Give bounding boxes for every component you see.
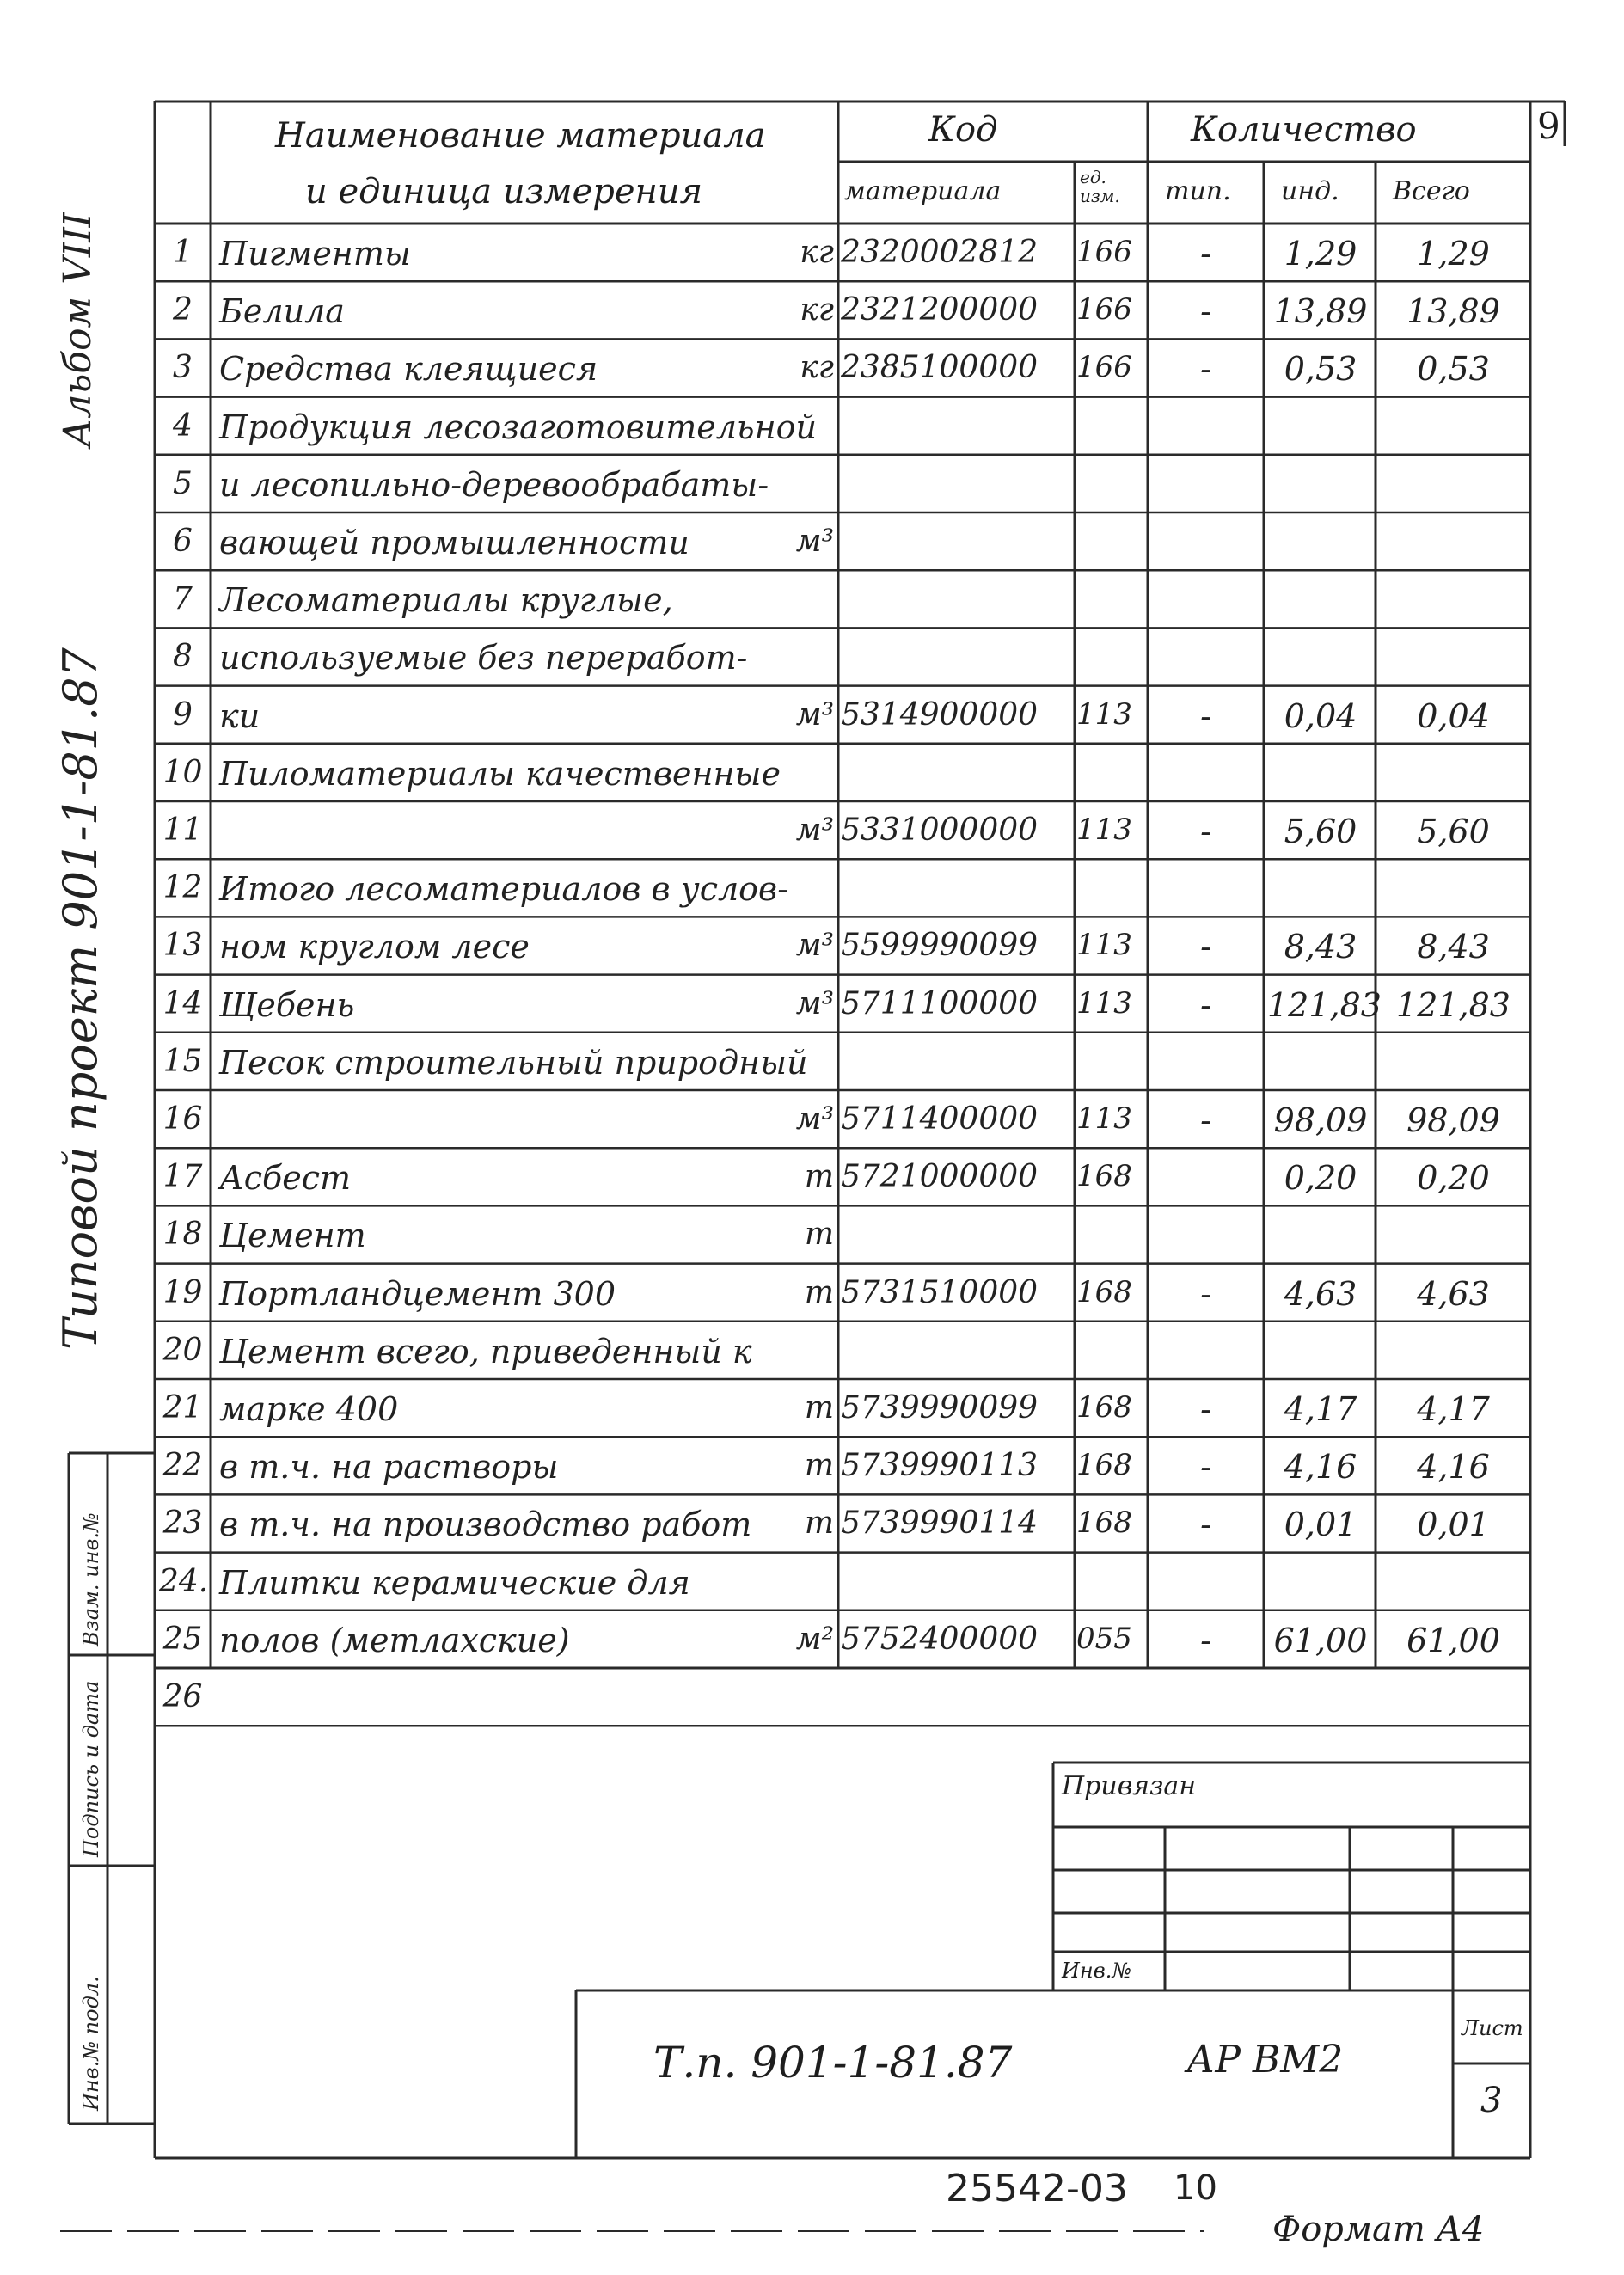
- header-qty-total: Всего: [1393, 176, 1470, 206]
- cell-name: в т.ч. на растворы: [219, 1448, 559, 1487]
- cell-ind: 98,09: [1273, 1101, 1368, 1139]
- cell-typ: -: [1200, 1101, 1211, 1139]
- cell-n: 21: [162, 1390, 203, 1426]
- cell-unit: т: [804, 1274, 834, 1310]
- cell-n: 24.: [159, 1563, 209, 1599]
- cell-typ: -: [1200, 1448, 1211, 1487]
- cell-ind: 0,53: [1284, 350, 1357, 389]
- cell-unit: кг: [800, 292, 834, 328]
- stamp-designation: Т.п. 901-1-81.87: [653, 2038, 1013, 2088]
- cell-name: и лесопильно-деревообрабаты-: [219, 465, 769, 504]
- cell-unit: м³: [795, 524, 834, 559]
- cell-code: 2321200000: [841, 292, 1039, 328]
- cell-total: 0,20: [1417, 1159, 1490, 1198]
- cell-total: 0,53: [1417, 350, 1490, 389]
- stamp-section: АР ВМ2: [1186, 2038, 1344, 2082]
- cell-typ: -: [1200, 1390, 1211, 1428]
- cell-typ: -: [1200, 928, 1211, 966]
- cell-code: 5711100000: [841, 985, 1039, 1021]
- cell-ed: 168: [1076, 1448, 1132, 1483]
- cell-name: Лесоматериалы круглые,: [219, 581, 673, 620]
- stamp-sheet-label: Лист: [1462, 2016, 1523, 2040]
- cell-n: 4: [173, 408, 193, 444]
- cell-n: 25: [162, 1621, 203, 1657]
- header-qty-typ: тип.: [1165, 176, 1231, 206]
- cell-n: 9: [173, 696, 193, 733]
- header-qty-ind: инд.: [1281, 176, 1339, 206]
- cell-n: 15: [162, 1043, 203, 1079]
- cell-unit: кг: [800, 350, 834, 386]
- cell-code: 5739990099: [841, 1390, 1039, 1426]
- cell-name: Песок строительный природный: [219, 1043, 808, 1082]
- cell-typ: -: [1200, 1505, 1211, 1544]
- sheet-number: 9: [1537, 105, 1560, 147]
- cell-ind: 0,01: [1284, 1505, 1357, 1544]
- cell-total: 8,43: [1417, 928, 1490, 966]
- cell-name: Средства клеящиеся: [219, 350, 598, 389]
- cell-ind: 1,29: [1284, 235, 1357, 273]
- cell-ind: 4,16: [1284, 1448, 1357, 1487]
- cell-name: Портландцемент 300: [219, 1274, 616, 1313]
- cell-ed: 168: [1076, 1274, 1132, 1309]
- cell-ind: 4,63: [1284, 1274, 1357, 1313]
- cell-name: ки: [219, 696, 260, 735]
- cell-total: 1,29: [1417, 235, 1490, 273]
- cell-n: 14: [162, 985, 203, 1021]
- cell-total: 0,04: [1417, 696, 1490, 735]
- cell-unit: м³: [795, 985, 834, 1021]
- cell-n: 17: [162, 1159, 203, 1195]
- cell-n: 13: [162, 928, 203, 964]
- cell-n: 1: [173, 235, 193, 270]
- cell-total: 4,63: [1417, 1274, 1490, 1313]
- cell-unit: т: [804, 1505, 834, 1542]
- cell-ed: 168: [1076, 1159, 1132, 1194]
- cell-typ: -: [1200, 696, 1211, 735]
- header-name-line2: и единица измерения: [305, 172, 703, 212]
- stamp-sign-label: Подпись и дата: [79, 1680, 103, 1857]
- cell-name: ном круглом лесе: [219, 928, 530, 966]
- cell-n: 6: [173, 524, 193, 559]
- cell-total: 121,83: [1396, 985, 1511, 1024]
- footer-page: 10: [1174, 2168, 1217, 2208]
- album-label: Альбом VIII: [56, 212, 100, 447]
- cell-name: Пигменты: [219, 235, 411, 273]
- cell-ed: 166: [1076, 292, 1132, 328]
- cell-unit: т: [804, 1390, 834, 1426]
- cell-n: 2: [173, 292, 193, 328]
- cell-typ: -: [1200, 985, 1211, 1024]
- cell-ed: 168: [1076, 1390, 1132, 1425]
- stamp-inv-label: Инв.№ подл.: [79, 1976, 103, 2111]
- cell-total: 5,60: [1417, 812, 1490, 850]
- cell-total: 4,16: [1417, 1448, 1490, 1487]
- cell-ind: 61,00: [1273, 1621, 1368, 1659]
- cell-name: Цемент: [219, 1217, 366, 1255]
- cell-name: Щебень: [219, 985, 355, 1024]
- cell-typ: -: [1200, 292, 1211, 331]
- cell-code: 5599990099: [841, 928, 1039, 964]
- cell-ed: 113: [1076, 1101, 1132, 1136]
- footer-doc-number: 25542-03: [946, 2167, 1128, 2211]
- cell-n: 18: [162, 1217, 203, 1253]
- cell-code: 2385100000: [841, 350, 1039, 386]
- header-code: Код: [928, 110, 998, 150]
- cell-code: 2320002812: [841, 235, 1039, 270]
- cell-unit: м²: [795, 1621, 834, 1657]
- cell-code: 5314900000: [841, 696, 1039, 733]
- cell-code: 5331000000: [841, 812, 1039, 848]
- cell-code: 5721000000: [841, 1159, 1039, 1195]
- cell-unit: м³: [795, 812, 834, 848]
- cell-ed: 113: [1076, 985, 1132, 1021]
- cell-n: 22: [162, 1448, 203, 1484]
- cell-name: Итого лесоматериалов в услов-: [219, 870, 789, 909]
- header-qty: Количество: [1191, 110, 1417, 150]
- cell-name: вающей промышленности: [219, 524, 689, 561]
- cell-unit: м³: [795, 696, 834, 733]
- cell-n: 5: [173, 465, 193, 501]
- project-label: Типовой проект 901-1-81.87: [53, 647, 107, 1350]
- cell-typ: -: [1200, 1274, 1211, 1313]
- cell-unit: т: [804, 1159, 834, 1195]
- cell-n: 23: [162, 1505, 203, 1542]
- cell-ind: 0,20: [1284, 1159, 1357, 1198]
- cell-unit: кг: [800, 235, 834, 270]
- cell-n: 19: [162, 1274, 203, 1310]
- cell-name: Продукция лесозаготовительной: [219, 408, 817, 446]
- cell-name: Плитки керамические для: [219, 1563, 690, 1602]
- cell-unit: м³: [795, 928, 834, 964]
- cell-typ: -: [1200, 350, 1211, 389]
- cell-ed: 168: [1076, 1505, 1132, 1541]
- header-name-line1: Наименование материала: [275, 116, 766, 156]
- cell-unit: м³: [795, 1101, 834, 1137]
- cell-n: 3: [173, 350, 193, 386]
- cell-typ: -: [1200, 812, 1211, 850]
- cell-n: 8: [173, 639, 193, 675]
- header-code-unit: ед. изм.: [1080, 167, 1120, 206]
- cell-ind: 5,60: [1284, 812, 1357, 850]
- cell-name: марке 400: [219, 1390, 399, 1428]
- cell-n: 26: [162, 1679, 203, 1714]
- cell-typ: -: [1200, 235, 1211, 273]
- cell-n: 20: [162, 1332, 203, 1368]
- cell-code: 5739990113: [841, 1448, 1039, 1484]
- cell-ind: 121,83: [1267, 985, 1382, 1024]
- cell-ed: 055: [1076, 1621, 1132, 1656]
- cell-total: 13,89: [1406, 292, 1500, 331]
- footer-format: Формат А4: [1272, 2210, 1485, 2249]
- cell-ed: 113: [1076, 696, 1132, 732]
- cell-total: 61,00: [1406, 1621, 1500, 1659]
- cell-ed: 113: [1076, 928, 1132, 963]
- cell-total: 98,09: [1406, 1101, 1500, 1139]
- cell-name: в т.ч. на производство работ: [219, 1505, 752, 1544]
- cell-ed: 166: [1076, 235, 1132, 269]
- cell-n: 16: [162, 1101, 203, 1137]
- cell-typ: -: [1200, 1621, 1211, 1659]
- cell-ind: 0,04: [1284, 696, 1357, 735]
- cell-name: полов (метлахские): [219, 1621, 570, 1659]
- cell-name: Белила: [219, 292, 345, 331]
- cell-ind: 13,89: [1273, 292, 1368, 331]
- stamp-privyazan: Привязан: [1062, 1771, 1197, 1801]
- stamp-replace-label: Взам. инв.№: [79, 1512, 103, 1646]
- cell-n: 11: [162, 812, 203, 848]
- stamp-sheet-value: 3: [1480, 2081, 1503, 2120]
- cell-n: 10: [162, 754, 203, 790]
- cell-unit: т: [804, 1217, 834, 1253]
- cell-code: 5731510000: [841, 1274, 1039, 1310]
- cell-ind: 8,43: [1284, 928, 1357, 966]
- cell-ed: 166: [1076, 350, 1132, 385]
- cell-name: Цемент всего, приведенный к: [219, 1332, 752, 1371]
- cell-code: 5752400000: [841, 1621, 1039, 1657]
- cell-code: 5739990114: [841, 1505, 1039, 1542]
- cell-total: 0,01: [1417, 1505, 1490, 1544]
- cell-code: 5711400000: [841, 1101, 1039, 1137]
- cell-n: 12: [162, 870, 203, 906]
- cell-n: 7: [173, 581, 193, 617]
- stamp-inv-no: Инв.№: [1062, 1959, 1132, 1983]
- cell-name: используемые без переработ-: [219, 639, 748, 678]
- cell-name: Пиломатериалы качественные: [219, 754, 781, 793]
- cell-ed: 113: [1076, 812, 1132, 847]
- header-code-material: материала: [844, 176, 1002, 206]
- cell-total: 4,17: [1417, 1390, 1490, 1428]
- cell-unit: т: [804, 1448, 834, 1484]
- cell-name: Асбест: [219, 1159, 352, 1198]
- cell-ind: 4,17: [1284, 1390, 1357, 1428]
